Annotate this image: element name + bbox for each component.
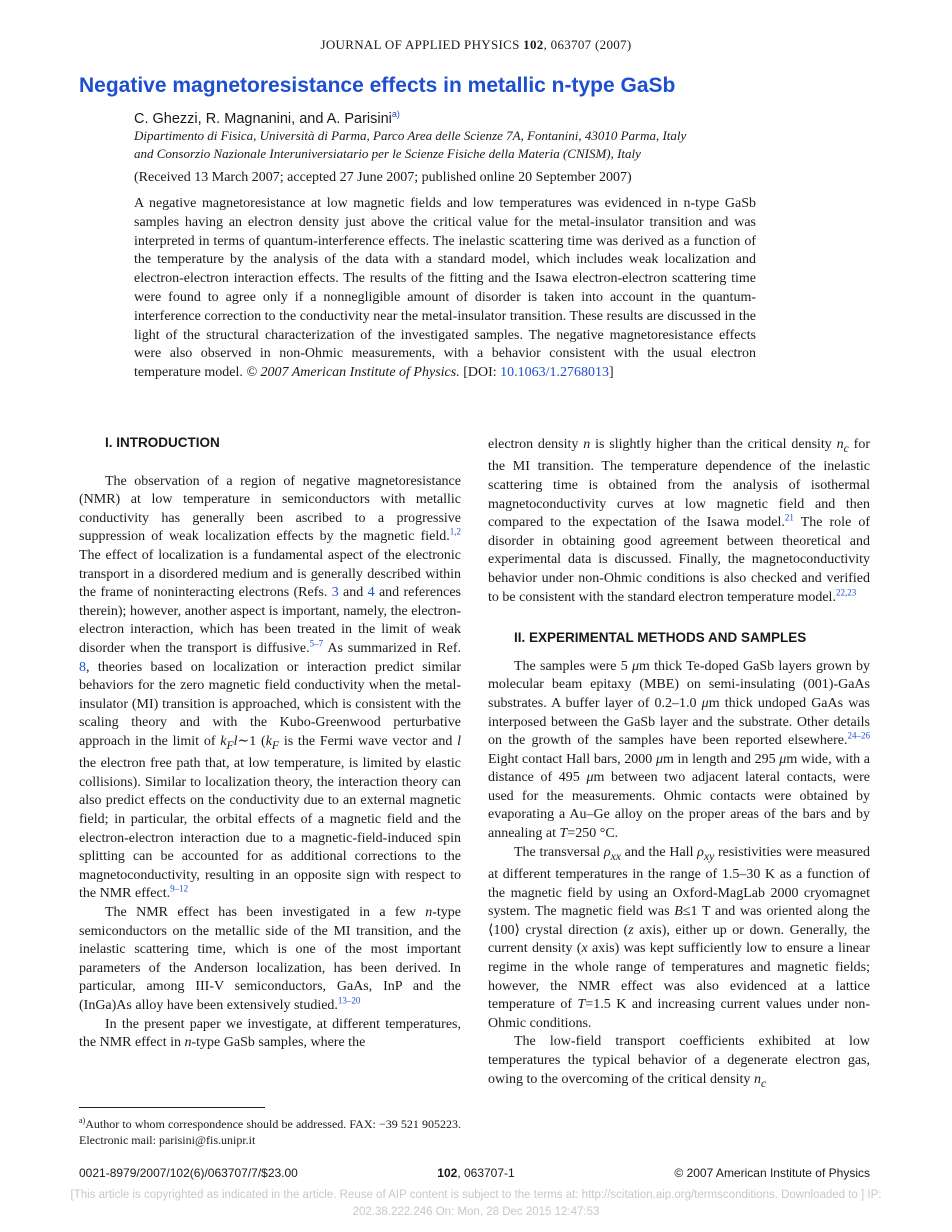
ref-link[interactable]: 4: [367, 585, 375, 601]
section-title-methods: II. EXPERIMENTAL METHODS AND SAMPLES: [514, 630, 807, 646]
methods-paragraph-3: The low-field transport coefficients exhibited at low temperatures the typical behavior of a degenerate electron gas, owing to the overcoming of the critical density $n_c$: [488, 1034, 870, 1090]
abstract: [134, 195, 756, 383]
doi-prefix: [DOI:: [463, 365, 501, 381]
right-column: [488, 436, 870, 1093]
footnote-text: Author to whom correspondence should be addressed. FAX: −39 521 905223. Electronic mail: parisini@fis.unipr.it: [79, 1117, 461, 1147]
ref-link[interactable]: 1,2: [449, 526, 461, 537]
ref-link[interactable]: 9–12: [170, 883, 189, 894]
ref-link[interactable]: 21: [784, 512, 794, 523]
received-dates: (Received 13 March 2007; accepted 27 June 2007; published online 20 September 2007): [134, 170, 632, 185]
article-title: Negative magnetoresistance effects in metallic n-type GaSb: [79, 74, 676, 97]
footer-volume: 102: [437, 1166, 458, 1180]
journal-name: JOURNAL OF APPLIED PHYSICS: [320, 37, 520, 52]
methods-paragraph-2: The transversal $\rho_{xx}$ and the Hall $\rho_{xy}$ resistivities were measured at different temperatures in the range of 1.5–30 K as a function of the magnetic field by using an Oxford-MagLab 2000 cryomagnet system. The magnetic field was B≤1 T and was oriented along the ⟨100⟩ crystal direction (z axis), either up or down. Generally, the current density (x axis) was kept sufficiently low to ensure a linear regime in the whole range of temperatures and magnetic fields; however, the NMR effect was also evidenced at a lattice temperature of T=1.5 K and increasing current values under non-Ohmic conditions.: [488, 844, 871, 1031]
footer-publisher: © 2007 American Institute of Physics: [674, 1166, 870, 1180]
intro-paragraph-3: In the present paper we investigate, at different temperatures, the NMR effect in n-type GaSb samples, where the: [79, 1016, 461, 1051]
author-note-link[interactable]: a): [391, 109, 400, 119]
ref-link[interactable]: 8: [79, 659, 86, 675]
download-notice: [0, 1187, 952, 1221]
authors: C. Ghezzi, R. Magnanini, and A. Parisini: [134, 110, 392, 127]
download-notice-line-2: 202.38.222.246 On: Mon, 28 Dec 2015 12:47:53: [352, 1206, 600, 1218]
author-list: [134, 109, 400, 127]
intro-paragraph-2: The NMR effect has been investigated in a few n-type semiconductors on the metallic side of the MI transition, and the inelastic scattering time, which is one of the most important parameters of the Anderson localization, has been derived. In particular, among III-V semiconductors, GaAs, InP and the (InGa)As alloy have been extensively studied.$^{13-20}$: [79, 905, 461, 1014]
footnote-marker: a): [79, 1116, 86, 1125]
affiliation: [134, 127, 774, 163]
abstract-copyright: © 2007 American Institute of Physics.: [246, 365, 460, 381]
intro-paragraph-3-continued: electron density n is slightly higher than the critical density $n_c$ for the MI transition. The temperature dependence of the inelastic scattering time is obtained from the analysis of isothermal magnetoconductivity curves at low magnetic field and then compared to the expectation of the Isawa model.$^{21}$ The role of disorder in obtaining good agreement between theoretical and experimental data is discussed. Finally, the magnetoconductivity behavior under non-Ohmic conditions is also checked and verified to be consistent with the standard electron temperature model.$^{22,23}$: [488, 437, 871, 605]
ref-link[interactable]: 3: [331, 585, 339, 601]
affiliation-line-1: Dipartimento di Fisica, Università di Parma, Parco Area delle Scienze 7A, Fontanini, 43010 Parma, Italy: [134, 128, 687, 143]
journal-article-year: , 063707 (2007): [543, 37, 632, 52]
doi-suffix: ]: [609, 365, 614, 381]
footer-page-number: , 063707-1: [457, 1166, 515, 1180]
ref-link[interactable]: 13–20: [337, 995, 361, 1006]
methods-paragraph-1: The samples were 5 μm thick Te-doped GaSb layers grown by molecular beam epitaxy (MBE) on semi-insulating (001)-GaAs substrates. A buffer layer of 0.2–1.0 μm thick undoped GaAs was interposed between the GaSb layer and the substrate. Other details on the growth of the samples have been reported elsewhere.$^{24-26}$ Eight contact Hall bars, 2000 μm in length and 295 μm wide, with a distance of 495 μm between two adjacent lateral contacts, were used for the measurements. Ohmic contacts were obtained by evaporating a Au–Ge alloy on the proper areas of the bars and by annealing at T=250 °C.: [488, 658, 870, 842]
footnote-divider: [79, 1107, 265, 1108]
left-column: [79, 434, 461, 1053]
footnote: [79, 1113, 461, 1148]
ref-link[interactable]: 5–7: [309, 638, 324, 649]
abstract-text: A negative magnetoresistance at low magnetic fields and low temperatures was evidenced in n-type GaSb samples having an electron density just above the critical value for the metal-insulator transition and was interpreted in terms of quantum-interference effects. The inelastic scattering time was derived as a function of the temperature by the analysis of the data with a standard model, which includes weak localization and electron-electron interaction effects. The results of the fitting and the Isawa electron-electron scattering time were found to agree only if a nonnegligible amount of disorder is taken into account in the quantum-interference correction to the conductivity near the metal-insulator transition. These results are discussed in the light of the structural characterization of the investigated samples. The negative magnetoresistance effects were also observed in non-Ohmic measurements, with a behavior consistent with the usual electron temperature model.: [134, 196, 756, 381]
section-title-introduction: I. INTRODUCTION: [105, 435, 220, 450]
doi-link[interactable]: 10.1063/1.2768013: [500, 365, 610, 381]
ref-link[interactable]: 22,23: [835, 586, 857, 597]
affiliation-line-2: and Consorzio Nazionale Interuniversiatario per le Scienze Fisiche della Materia (CNISM), Italy: [134, 146, 641, 161]
intro-paragraph-1: The observation of a region of negative magnetoresistance (NMR) at low temperature in semiconductors with metallic conductivity has generally been ascribed to a progressive suppression of weak localization effects by the magnetic field.$^{1,2}$ The effect of localization is a fundamental aspect of the electronic transport in a disordered medium and is generally described within the frame of noninteracting electrons (Refs. 3 and 4 and references therein); however, another aspect is important, namely, the electron-electron interaction, which has been treated in the limit of weak disorder when the transport is diffusive.$^{5-7}$ As summarized in Ref. 8, theories based on localization or interaction predict similar behaviors for the zero magnetic field conductivity when the metal-insulator (MI) transition is approached, which is consistent with the scaling theory and with the Kubo-Greenwood perturbative approach in the limit of $k_Fl\sim 1$ ($k_F$ is the Fermi wave vector and l the electron free path that, at low temperature, is limited by elastic collisions). Similar to localization theory, the interaction theory can also predict effects on the conductivity due to an external magnetic field; in particular, the orbital effects of a magnetic field and the electron-electron interaction due to a magnetic-field-induced spin splitting can be accounted for as additional corrections to the magnetoconductivity, resulting in an opposite sign with respect to the NMR effect.$^{9-12}$: [79, 473, 462, 902]
download-notice-line-1: [This article is copyrighted as indicated in the article. Reuse of AIP content is subject to the terms at: http://scitation.aip.org/termsconditions. Downloaded to ] IP:: [70, 1189, 882, 1201]
ref-link[interactable]: 24–26: [847, 730, 870, 741]
journal-header: [0, 37, 952, 53]
journal-volume: 102: [523, 37, 544, 52]
footer-issn: 0021-8979/2007/102(6)/063707/7/$23.00: [79, 1166, 298, 1180]
